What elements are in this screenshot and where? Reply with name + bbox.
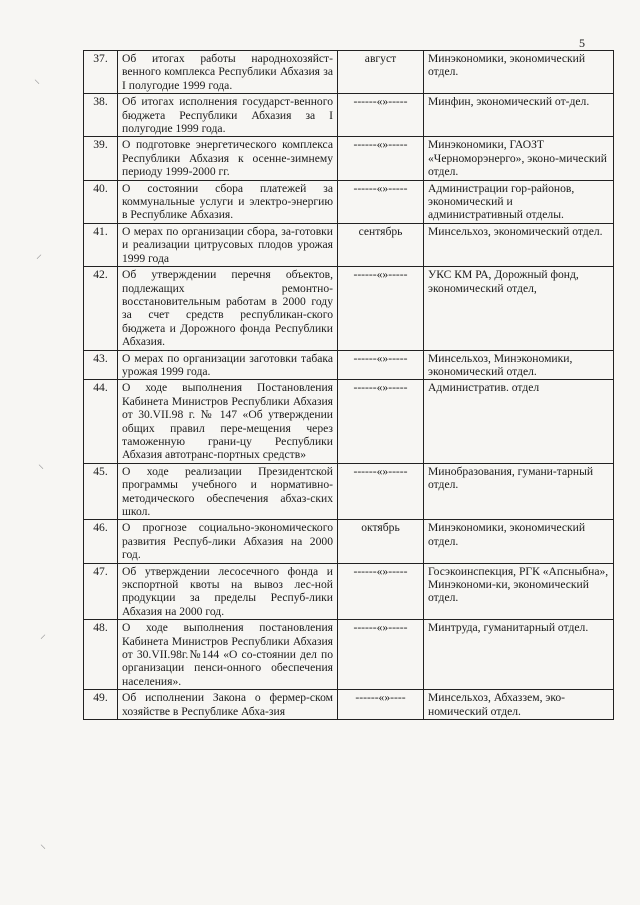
row-number: 37. — [84, 51, 118, 94]
table-row — [84, 137, 614, 180]
row-responsible: Госэкоинспекция, РГК «Апсныбна», Минэкономи-ки, экономический отдел. — [424, 563, 614, 620]
plan-table — [83, 50, 614, 720]
row-topic: Об утверждении лесосечного фонда и экспортной квоты на вывоз лес-ной продукции за пределы Респуб-лики Абхазия на 2000 год. — [118, 563, 338, 620]
row-term: ------«»----- — [338, 563, 424, 620]
row-term: октябрь — [338, 520, 424, 563]
scan-mark: ⸜ — [38, 457, 45, 471]
row-topic: О подготовке энергетического комплекса Республики Абхазия к осенне-зимнему периоду 1999-2000 гг. — [118, 137, 338, 180]
row-number: 46. — [84, 520, 118, 563]
row-responsible: УКС КМ РА, Дорожный фонд, экономический отдел, — [424, 267, 614, 350]
table-row — [84, 690, 614, 720]
row-responsible: Минсельхоз, экономический отдел. — [424, 223, 614, 266]
row-term: ------«»----- — [338, 380, 424, 463]
table-row — [84, 267, 614, 350]
table-row — [84, 380, 614, 463]
row-responsible: Административ. отдел — [424, 380, 614, 463]
page-number: 5 — [579, 36, 585, 50]
plan-table-body — [84, 51, 614, 720]
row-term: ------«»----- — [338, 94, 424, 137]
row-topic: О ходе реализации Президентской программы учебного и нормативно-методического обеспечения абхаз-ских школ. — [118, 463, 338, 520]
scan-mark: ⸝ — [40, 627, 47, 641]
row-term: август — [338, 51, 424, 94]
row-number: 42. — [84, 267, 118, 350]
row-number: 41. — [84, 223, 118, 266]
table-row — [84, 51, 614, 94]
row-responsible: Администрации гор-районов, экономический и административный отделы. — [424, 180, 614, 223]
scan-mark: ⸜ — [40, 837, 47, 851]
row-topic: О мерах по организации заготовки табака урожая 1999 года. — [118, 350, 338, 380]
scan-mark: ⸜ — [34, 72, 41, 86]
row-responsible: Минсельхоз, Абхаззем, эко-номический отдел. — [424, 690, 614, 720]
scan-mark: ⸝ — [36, 247, 43, 261]
row-number: 49. — [84, 690, 118, 720]
row-term: ------«»----- — [338, 463, 424, 520]
row-responsible: Минэкономики, ГАОЗТ «Черноморэнерго», эконо-мический отдел. — [424, 137, 614, 180]
row-responsible: Минэкономики, экономический отдел. — [424, 520, 614, 563]
row-number: 39. — [84, 137, 118, 180]
row-term: ------«»---- — [338, 690, 424, 720]
row-topic: Об исполнении Закона о фермер-ском хозяйстве в Республике Абха-зия — [118, 690, 338, 720]
row-topic: О прогнозе социально-экономического развития Респуб-лики Абхазия на 2000 год. — [118, 520, 338, 563]
row-term: ------«»----- — [338, 620, 424, 690]
table-row — [84, 180, 614, 223]
table-row — [84, 620, 614, 690]
row-number: 40. — [84, 180, 118, 223]
row-term: ------«»----- — [338, 350, 424, 380]
row-responsible: Минфин, экономический от-дел. — [424, 94, 614, 137]
row-term: ------«»----- — [338, 137, 424, 180]
row-topic: О ходе выполнения Постановления Кабинета Министров Республики Абхазия от 30.VII.98 г. № 147 «Об утверждении общих правил пере-мещения через таможенную грани-цу Республики Абхазия автотранс-портных средств» — [118, 380, 338, 463]
row-responsible: Минобразования, гумани-тарный отдел. — [424, 463, 614, 520]
row-responsible: Минэкономики, экономический отдел. — [424, 51, 614, 94]
row-topic: Об итогах исполнения государст-венного бюджета Республики Абхазия за I полугодие 1999 года. — [118, 94, 338, 137]
row-number: 45. — [84, 463, 118, 520]
row-number: 48. — [84, 620, 118, 690]
row-topic: О состоянии сбора платежей за коммунальные услуги и электро-энергию в Республике Абхазия. — [118, 180, 338, 223]
table-row — [84, 520, 614, 563]
row-responsible: Минтруда, гуманитарный отдел. — [424, 620, 614, 690]
row-term: сентябрь — [338, 223, 424, 266]
table-row — [84, 94, 614, 137]
row-number: 38. — [84, 94, 118, 137]
table-row — [84, 223, 614, 266]
row-topic: Об утверждении перечня объектов, подлежащих ремонтно-восстановительным работам в 2000 году за счет средств республикан-ского бюджета и Дорожного фонда Республики Абхазия. — [118, 267, 338, 350]
row-topic: О ходе выполнения постановления Кабинета Министров Республики Абхазия от 30.VII.98г.№144 «О со-стоянии дел по организации пенси-онного обеспечения населения». — [118, 620, 338, 690]
row-number: 43. — [84, 350, 118, 380]
row-term: ------«»----- — [338, 180, 424, 223]
row-topic: О мерах по организации сбора, за-готовки и реализации цитрусовых плодов урожая 1999 года — [118, 223, 338, 266]
row-responsible: Минсельхоз, Минэкономики, экономический отдел. — [424, 350, 614, 380]
table-row — [84, 463, 614, 520]
row-term: ------«»----- — [338, 267, 424, 350]
row-number: 47. — [84, 563, 118, 620]
table-row — [84, 350, 614, 380]
table-row — [84, 563, 614, 620]
row-number: 44. — [84, 380, 118, 463]
row-topic: Об итогах работы народнохозяйст-венного комплекса Республики Абхазия за I полугодие 1999 года. — [118, 51, 338, 94]
